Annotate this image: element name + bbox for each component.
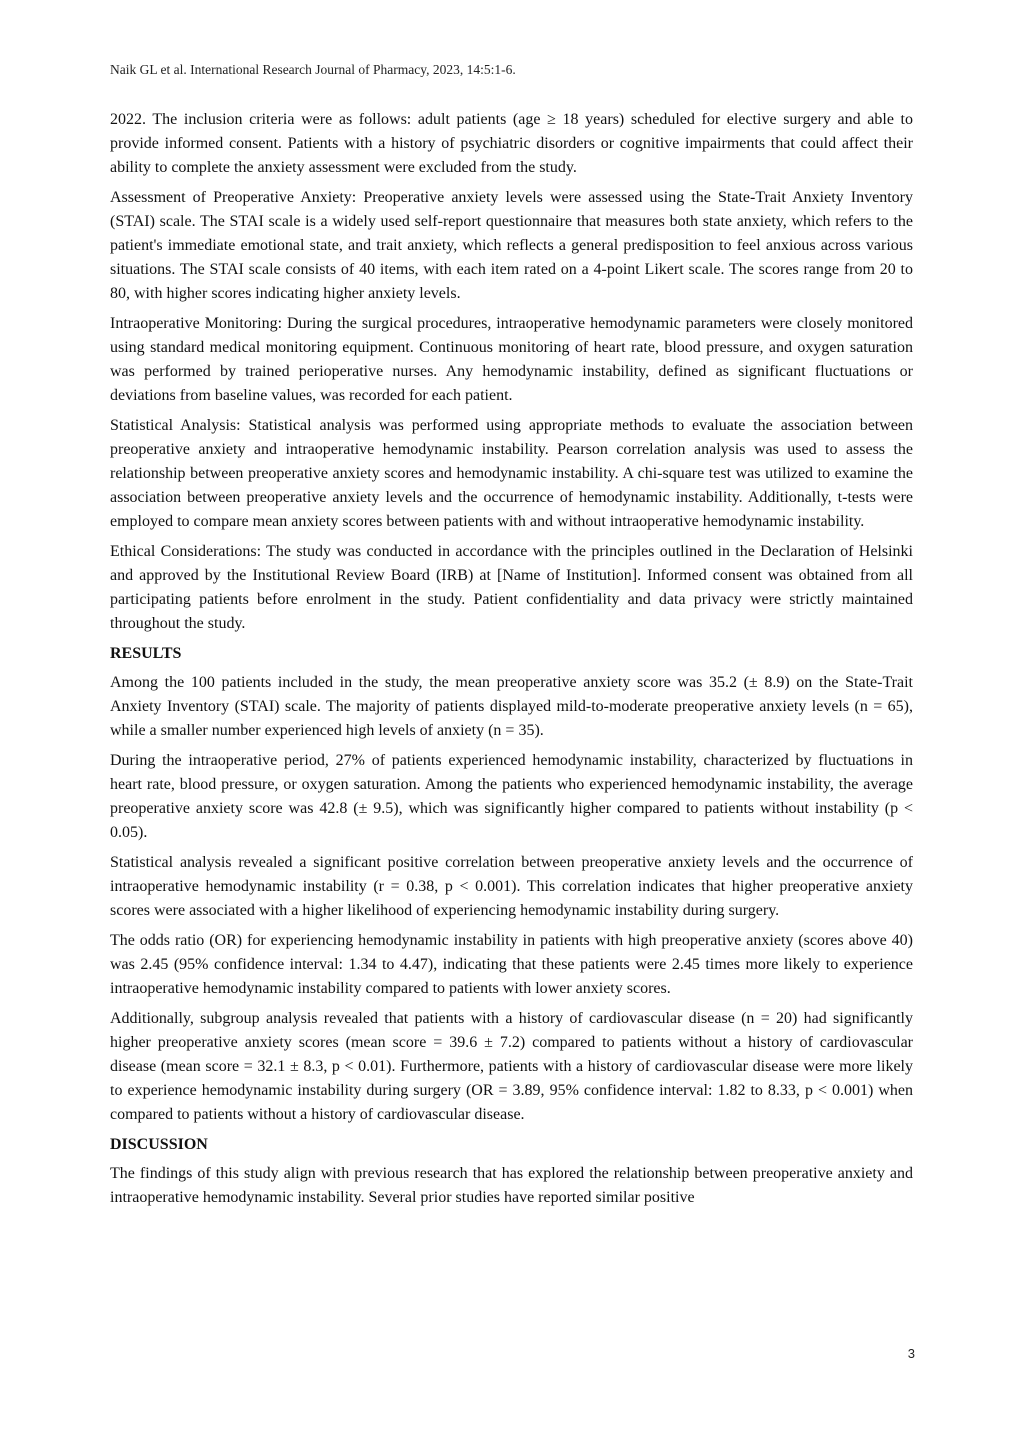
running-header: Naik GL et al. International Research Journal of Pharmacy, 2023, 14:5:1-6. xyxy=(110,62,516,77)
results-paragraph: The odds ratio (OR) for experiencing hemodynamic instability in patients with high preoperative anxiety (scores above 40) was 2.45 (95% confidence interval: 1.34 to 4.47), indicating that these patients were 2.45 times more likely to experience intraoperative hemodynamic instability compared to patients with lower anxiety scores. xyxy=(110,932,913,997)
paragraph-ethical-considerations: Ethical Considerations: The study was conducted in accordance with the principles outlined in the Declaration of Helsinki and approved by the Institutional Review Board (IRB) at [Name of Institution]. Informed consent was obtained from all participating patients before enrolment in the study. Patient confidentiality and data privacy were strictly maintained throughout the study. xyxy=(110,543,913,632)
paragraph-anxiety-assessment: Assessment of Preoperative Anxiety: Preoperative anxiety levels were assessed using the State-Trait Anxiety Inventory (STAI) scale. The STAI scale is a widely used self-report questionnaire that measures both state anxiety, which refers to the patient's immediate emotional state, and trait anxiety, which reflects a general predisposition to feel anxious across various situations. The STAI scale consists of 40 items, with each item rated on a 4-point Likert scale. The scores range from 20 to 80, with higher scores indicating higher anxiety levels. xyxy=(110,189,913,302)
results-paragraph: Statistical analysis revealed a significant positive correlation between preoperative anxiety levels and the occurrence of intraoperative hemodynamic instability (r = 0.38, p < 0.001). This correlation indicates that higher preoperative anxiety scores were associated with a higher likelihood of experiencing hemodynamic instability during surgery. xyxy=(110,854,913,919)
body-text xyxy=(110,108,913,1216)
discussion-paragraph: The findings of this study align with previous research that has explored the relationship between preoperative anxiety and intraoperative hemodynamic instability. Several prior studies have reported similar positive xyxy=(110,1165,913,1206)
discussion-heading: DISCUSSION xyxy=(110,1136,208,1153)
paragraph-statistical-analysis: Statistical Analysis: Statistical analysis was performed using appropriate methods to evaluate the association between preoperative anxiety and intraoperative hemodynamic instability. Pearson correlation analysis was used to assess the relationship between preoperative anxiety scores and hemodynamic instability. A chi-square test was utilized to examine the association between preoperative anxiety levels and the occurrence of hemodynamic instability. Additionally, t-tests were employed to compare mean anxiety scores between patients with and without intraoperative hemodynamic instability. xyxy=(110,417,913,530)
results-heading: RESULTS xyxy=(110,645,182,662)
results-paragraph: During the intraoperative period, 27% of patients experienced hemodynamic instability, characterized by fluctuations in heart rate, blood pressure, or oxygen saturation. Among the patients who experienced hemodynamic instability, the average preoperative anxiety score was 42.8 (± 9.5), which was significantly higher compared to patients without instability (p < 0.05). xyxy=(110,752,913,841)
paragraph-inclusion-criteria: 2022. The inclusion criteria were as follows: adult patients (age ≥ 18 years) scheduled for elective surgery and able to provide informed consent. Patients with a history of psychiatric disorders or cognitive impairments that could affect their ability to complete the anxiety assessment were excluded from the study. xyxy=(110,111,913,176)
results-paragraph: Among the 100 patients included in the study, the mean preoperative anxiety score was 35.2 (± 8.9) on the State-Trait Anxiety Inventory (STAI) scale. The majority of patients displayed mild-to-moderate preoperative anxiety levels (n = 65), while a smaller number experienced high levels of anxiety (n = 35). xyxy=(110,674,913,739)
page-number: 3 xyxy=(907,1346,915,1361)
paragraph-intraoperative-monitoring: Intraoperative Monitoring: During the surgical procedures, intraoperative hemodynamic parameters were closely monitored using standard medical monitoring equipment. Continuous monitoring of heart rate, blood pressure, and oxygen saturation was performed by trained perioperative nurses. Any hemodynamic instability, defined as significant fluctuations or deviations from baseline values, was recorded for each patient. xyxy=(110,315,913,404)
results-paragraph: Additionally, subgroup analysis revealed that patients with a history of cardiovascular disease (n = 20) had significantly higher preoperative anxiety scores (mean score = 39.6 ± 7.2) compared to patients without a history of cardiovascular disease (mean score = 32.1 ± 8.3, p < 0.01). Furthermore, patients with a history of cardiovascular disease were more likely to experience hemodynamic instability during surgery (OR = 3.89, 95% confidence interval: 1.82 to 8.33, p < 0.001) when compared to patients without a history of cardiovascular disease. xyxy=(110,1010,913,1123)
